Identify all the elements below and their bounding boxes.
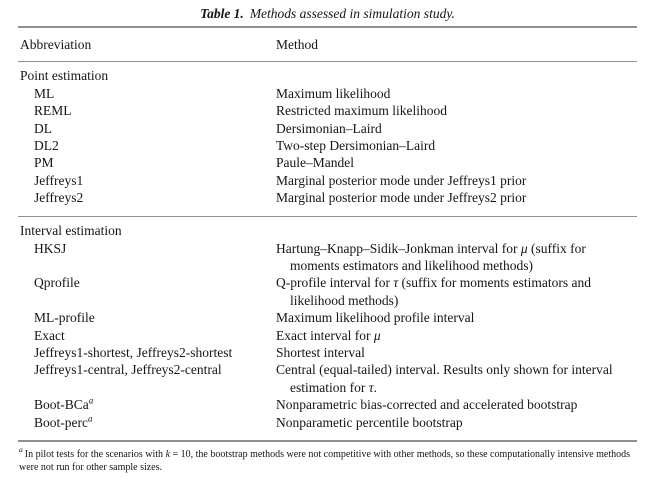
abbreviation-cell: Jeffreys1	[34, 172, 84, 188]
rule-bottom	[18, 440, 637, 442]
method-cell: Shortest interval	[276, 345, 365, 360]
method-cell: Nonparametric bias-corrected and accelerated bootstrap	[276, 397, 578, 413]
abbreviation-cell: Jeffreys1-shortest, Jeffreys2-shortest	[34, 345, 233, 360]
method-cell: Central (equal-tailed) interval. Results only shown for interval estimation for τ.	[276, 362, 613, 395]
abbreviation-text: Boot-BCa	[34, 397, 89, 413]
method-cell: Restricted maximum likelihood	[276, 103, 447, 119]
abbreviation-cell: REML	[34, 103, 72, 119]
footnote-marker: a	[19, 445, 23, 455]
table-number-label: Table 1.	[200, 6, 244, 21]
table-row	[18, 154, 637, 171]
method-cell: Paule–Mandel	[276, 155, 354, 171]
table-title	[18, 0, 637, 26]
table-caption: Methods assessed in simulation study.	[249, 6, 455, 21]
footnote-reference: a	[88, 395, 94, 406]
column-header-abbreviation: Abbreviation	[20, 36, 92, 52]
column-header-method: Method	[276, 36, 318, 52]
method-cell: Dersimonian–Laird	[276, 120, 382, 136]
method-cell: Two-step Dersimonian–Laird	[276, 138, 436, 154]
table-row	[18, 414, 637, 431]
abbreviation-cell: DL	[34, 120, 52, 136]
table-row	[18, 240, 637, 275]
table-row	[18, 344, 637, 361]
abbreviation-cell: PM	[34, 155, 54, 171]
abbreviation-text: Boot-perc	[34, 414, 88, 430]
method-cell: Maximum likelihood profile interval	[276, 310, 475, 326]
table-row	[18, 309, 637, 326]
footnote-text: In pilot tests for the scenarios with k = 10, the bootstrap methods were not competitive with other methods, so these computationally intensive methods were not run for other sample sizes.	[19, 448, 631, 474]
abbreviation-cell	[20, 396, 276, 413]
section-header: Point estimation	[20, 68, 109, 84]
table-row	[18, 85, 637, 102]
abbreviation-cell: DL2	[34, 138, 59, 154]
table-row	[18, 361, 637, 396]
method-cell: Hartung–Knapp–Sidik–Jonkman interval for μ (suffix for moments estimators and likelihood methods)	[276, 240, 586, 273]
section-interval-estimation	[18, 217, 637, 440]
method-cell: Nonparametic percentile bootstrap	[276, 414, 463, 430]
table-1	[18, 0, 637, 475]
abbreviation-cell: HKSJ	[34, 240, 67, 256]
table-row	[18, 120, 637, 137]
table-header-row	[18, 28, 637, 61]
table-row	[18, 102, 637, 119]
abbreviation-cell: Qprofile	[34, 275, 80, 291]
abbreviation-cell	[20, 414, 276, 431]
method-cell: Exact interval for μ	[276, 327, 381, 343]
section-header: Interval estimation	[20, 223, 122, 239]
method-cell: Marginal posterior mode under Jeffreys1 prior	[276, 172, 527, 188]
table-footnote	[18, 445, 637, 475]
table-row	[18, 396, 637, 413]
abbreviation-cell: ML	[34, 85, 55, 101]
abbreviation-cell: ML-profile	[34, 310, 95, 326]
method-cell: Maximum likelihood	[276, 85, 391, 101]
table-row	[18, 274, 637, 309]
table-row	[18, 137, 637, 154]
section-point-estimation	[18, 62, 637, 215]
abbreviation-cell: Jeffreys2	[34, 190, 84, 206]
method-cell: Q-profile interval for τ (suffix for moments estimators and likelihood methods)	[276, 275, 592, 308]
table-row	[18, 172, 637, 189]
footnote-reference: a	[87, 413, 93, 424]
abbreviation-cell: Exact	[34, 327, 65, 343]
table-row	[18, 327, 637, 344]
abbreviation-cell: Jeffreys1-central, Jeffreys2-central	[34, 362, 222, 378]
table-row	[18, 189, 637, 206]
method-cell: Marginal posterior mode under Jeffreys2 prior	[276, 190, 527, 206]
